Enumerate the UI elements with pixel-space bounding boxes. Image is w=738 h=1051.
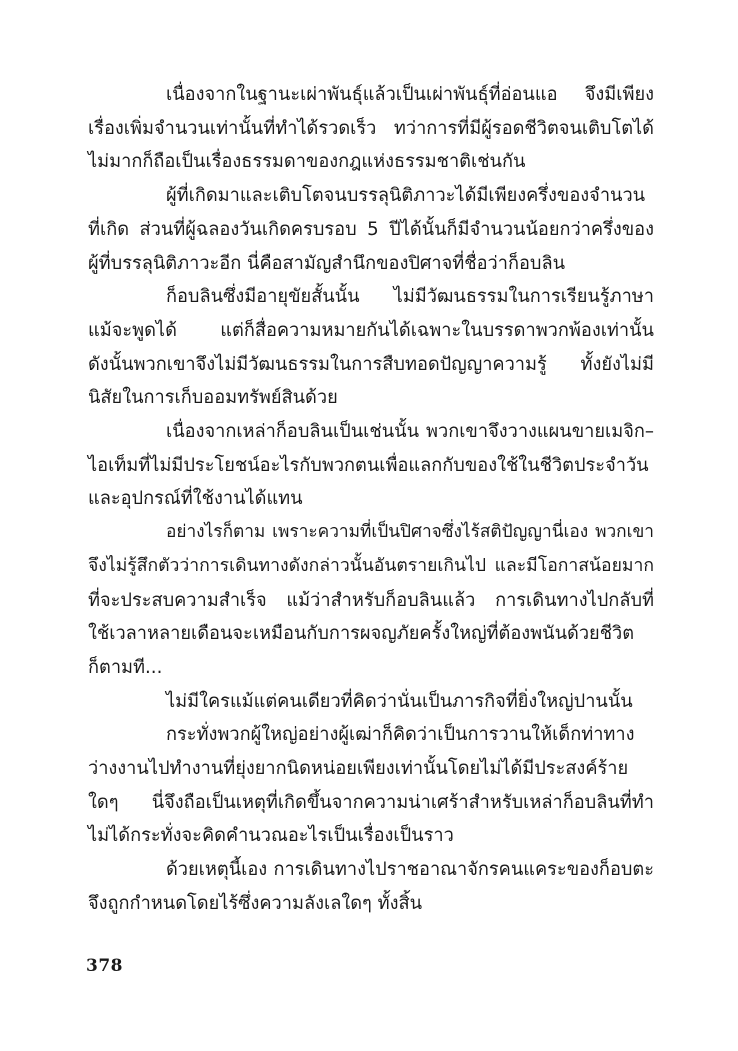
- text-line: ที่จะประสบความสำเร็จ แม้ว่าสำหรับก็อบลินแล้ว การเดินทางไปกลับที่: [88, 589, 654, 611]
- text-line: ใดๆ นี่จึงถือเป็นเหตุที่เกิดขึ้นจากความน่าเศร้าสำหรับเหล่าก็อบลินที่ทำ: [88, 791, 654, 813]
- paragraph: [88, 718, 654, 853]
- paragraph: [88, 853, 654, 920]
- text-line: ผู้ที่เกิดมาและเติบโตจนบรรลุนิติภาวะได้มีเพียงครึ่งของจำนวน: [166, 185, 646, 207]
- paragraph: [88, 179, 654, 280]
- text-line: ผู้ที่บรรลุนิติภาวะอีก นี่คือสามัญสำนึกของปิศาจที่ชื่อว่าก็อบลิน: [88, 252, 566, 274]
- text-line: ไม่มีใครแม้แต่คนเดียวที่คิดว่านั่นเป็นภารกิจที่ยิ่งใหญ่ปานนั้น: [166, 690, 633, 712]
- text-line: ที่เกิด ส่วนที่ผู้ฉลองวันเกิดครบรอบ 5 ปีได้นั้นก็มีจำนวนน้อยกว่าครึ่งของ: [88, 218, 654, 240]
- text-line: นิสัยในการเก็บออมทรัพย์สินด้วย: [88, 387, 338, 409]
- text-line: ดังนั้นพวกเขาจึงไม่มีวัฒนธรรมในการสืบทอดปัญญาความรู้ ทั้งยังไม่มี: [88, 353, 654, 375]
- text-line: ไอเท็มที่ไม่มีประโยชน์อะไรกับพวกตนเพื่อแลกกับของใช้ในชีวิตประจำวัน: [88, 454, 649, 476]
- text-line: ไม่มากก็ถือเป็นเรื่องธรรมดาของกฎแห่งธรรมชาติเช่นกัน: [88, 151, 526, 173]
- text-line: ไม่ได้กระทั่งจะคิดคำนวณอะไรเป็นเรื่องเป็นราว: [88, 825, 454, 847]
- text-line: ว่างงานไปทำงานที่ยุ่งยากนิดหน่อยเพียงเท่านั้นโดยไม่ได้มีประสงค์ร้าย: [88, 758, 629, 780]
- page-number: 378: [86, 956, 123, 976]
- text-line: จึงไม่รู้สึกตัวว่าการเดินทางดังกล่าวนั้นอันตรายเกินไป และมีโอกาสน้อยมาก: [88, 555, 654, 576]
- text-line: เรื่องเพิ่มจำนวนเท่านั้นที่ทำได้รวดเร็ว ทว่าการที่มีผู้รอดชีวิตจนเติบโตได้: [88, 117, 654, 139]
- text-line: และอุปกรณ์ที่ใช้งานได้แทน: [88, 488, 303, 510]
- body-text: [88, 78, 654, 921]
- text-line: ก็ตามที...: [88, 656, 163, 678]
- text-line: เนื่องจากเหล่าก็อบลินเป็นเช่นนั้น พวกเขาจึงวางแผนขายเมจิก–: [166, 421, 654, 443]
- paragraph: [88, 78, 654, 179]
- text-line: เนื่องจากในฐานะเผ่าพันธุ์แล้วเป็นเผ่าพันธุ์ที่อ่อนแอ จึงมีเพียง: [166, 84, 654, 105]
- paragraph: [88, 280, 654, 415]
- text-line: ใช้เวลาหลายเดือนจะเหมือนกับการผจญภัยครั้งใหญ่ที่ต้องพนันด้วยชีวิต: [88, 623, 635, 645]
- paragraph: [88, 685, 654, 719]
- paragraph: [88, 516, 654, 685]
- text-line: ก็อบลินซึ่งมีอายุขัยสั้นนั้น ไม่มีวัฒนธรรมในการเรียนรู้ภาษา: [166, 286, 654, 308]
- paragraph: [88, 415, 654, 516]
- text-line: อย่างไรก็ตาม เพราะความที่เป็นปิศาจซึ่งไร้สติปัญญานี่เอง พวกเขา: [166, 522, 654, 543]
- text-line: กระทั่งพวกผู้ใหญ่อย่างผู้เฒ่าก็คิดว่าเป็นการวานให้เด็กท่าทาง: [166, 724, 635, 746]
- text-line: ด้วยเหตุนี้เอง การเดินทางไปราชอาณาจักรคนแคระของก็อบตะ: [166, 859, 654, 881]
- text-line: จึงถูกกำหนดโดยไร้ซึ่งความลังเลใดๆ ทั้งสิ้น: [88, 892, 423, 914]
- text-line: แม้จะพูดได้ แต่ก็สื่อความหมายกันได้เฉพาะในบรรดาพวกพ้องเท่านั้น: [88, 319, 654, 341]
